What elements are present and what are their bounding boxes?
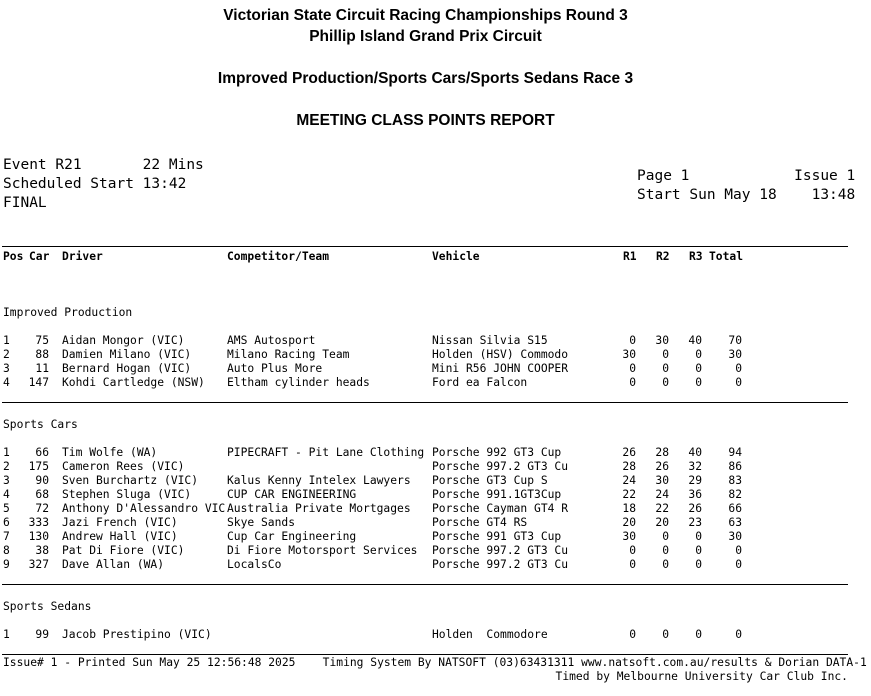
cell-total: 83 (728, 474, 742, 487)
table-row (0, 348, 871, 362)
cell-r2: 28 (655, 446, 669, 459)
event-info-line2: Scheduled Start 13:42 (3, 176, 187, 192)
cell-r2: 0 (662, 558, 669, 571)
table-row (0, 474, 871, 488)
footer-rule (2, 654, 848, 655)
cell-r2: 0 (662, 544, 669, 557)
cell-car: 130 (28, 530, 49, 543)
cell-r1: 30 (622, 348, 636, 361)
cell-team: Kalus Kenny Intelex Lawyers (227, 474, 411, 487)
cell-r3: 0 (695, 348, 702, 361)
cell-driver: Damien Milano (VIC) (62, 348, 192, 361)
cell-total: 30 (728, 530, 742, 543)
col-r1: R1 (623, 250, 637, 263)
cell-r2: 24 (655, 488, 669, 501)
cell-car: 175 (28, 460, 49, 473)
cell-team: Auto Plus More (227, 362, 323, 375)
cell-pos: 6 (3, 516, 10, 529)
report-title-line1: Victorian State Circuit Racing Championships Round 3 (223, 7, 628, 24)
cell-driver: Pat Di Fiore (VIC) (62, 544, 185, 557)
table-row (0, 502, 871, 516)
cell-vehicle: Porsche 992 GT3 Cup (432, 446, 562, 459)
table-row (0, 446, 871, 460)
cell-team: PIPECRAFT - Pit Lane Clothing (227, 446, 425, 459)
cell-car: 147 (28, 376, 49, 389)
cell-team: CUP CAR ENGINEERING (227, 488, 357, 501)
col-r3: R3 (689, 250, 703, 263)
cell-vehicle: Mini R56 JOHN COOPER (432, 362, 569, 375)
column-header-row (0, 250, 871, 264)
cell-driver: Dave Allan (WA) (62, 558, 165, 571)
footer-timed-by: Timed by Melbourne University Car Club Inc. (555, 670, 848, 683)
cell-driver: Andrew Hall (VIC) (62, 530, 178, 543)
cell-r1: 0 (629, 376, 636, 389)
cell-pos: 9 (3, 558, 10, 571)
col-car: Car (29, 250, 50, 263)
cell-vehicle: Porsche 997.2 GT3 Cu (432, 544, 569, 557)
class-heading-sports-cars: Sports Cars (3, 418, 78, 431)
cell-r1: 18 (622, 502, 636, 515)
cell-car: 11 (35, 362, 49, 375)
cell-total: 63 (728, 516, 742, 529)
table-row (0, 516, 871, 530)
cell-r2: 30 (655, 334, 669, 347)
cell-r1: 22 (622, 488, 636, 501)
cell-vehicle: Porsche 991.1GT3Cup (432, 488, 562, 501)
footer-print-info: Issue# 1 - Printed Sun May 25 12:56:48 2025 Timing System By NATSOFT (03)63431311 www.natsoft.com.au/results & Dorian DATA-1 (3, 656, 867, 669)
cell-driver: Anthony D'Alessandro VIC (62, 502, 226, 515)
cell-r2: 30 (655, 474, 669, 487)
cell-car: 38 (35, 544, 49, 557)
cell-car: 327 (28, 558, 49, 571)
cell-car: 90 (35, 474, 49, 487)
table-row (0, 376, 871, 390)
cell-vehicle: Porsche 991 GT3 Cup (432, 530, 562, 543)
cell-total: 0 (735, 544, 742, 557)
cell-pos: 4 (3, 488, 10, 501)
cell-r2: 0 (662, 362, 669, 375)
cell-team: Milano Racing Team (227, 348, 350, 361)
report-title-line2: Phillip Island Grand Prix Circuit (309, 28, 542, 45)
cell-r1: 0 (629, 558, 636, 571)
event-info-line1: Event R21 22 Mins (3, 157, 204, 173)
cell-total: 94 (728, 446, 742, 459)
cell-r1: 26 (622, 446, 636, 459)
col-r2: R2 (656, 250, 670, 263)
cell-car: 88 (35, 348, 49, 361)
cell-team: LocalsCo (227, 558, 282, 571)
cell-vehicle: Porsche 997.2 GT3 Cu (432, 558, 569, 571)
cell-car: 333 (28, 516, 49, 529)
cell-total: 0 (735, 376, 742, 389)
col-vehicle: Vehicle (432, 250, 480, 263)
cell-car: 99 (35, 628, 49, 641)
class-heading-improved-production: Improved Production (3, 306, 133, 319)
cell-driver: Aidan Mongor (VIC) (62, 334, 185, 347)
cell-r2: 22 (655, 502, 669, 515)
cell-car: 68 (35, 488, 49, 501)
cell-car: 66 (35, 446, 49, 459)
table-row (0, 334, 871, 348)
report-type-title: MEETING CLASS POINTS REPORT (296, 112, 555, 129)
cell-r3: 0 (695, 376, 702, 389)
cell-driver: Bernard Hogan (VIC) (62, 362, 192, 375)
cell-r3: 40 (688, 446, 702, 459)
cell-r1: 0 (629, 544, 636, 557)
cell-team: Cup Car Engineering (227, 530, 357, 543)
table-row (0, 544, 871, 558)
section-rule (2, 402, 848, 403)
race-title: Improved Production/Sports Cars/Sports Sedans Race 3 (217, 70, 634, 87)
col-driver: Driver (62, 250, 103, 263)
cell-r1: 30 (622, 530, 636, 543)
cell-driver: Tim Wolfe (WA) (62, 446, 158, 459)
cell-vehicle: Porsche 997.2 GT3 Cu (432, 460, 569, 473)
cell-driver: Jazi French (VIC) (62, 516, 178, 529)
col-team: Competitor/Team (227, 250, 330, 263)
col-total: Total (709, 250, 744, 263)
cell-r1: 0 (629, 362, 636, 375)
cell-vehicle: Holden Commodore (432, 628, 548, 641)
cell-car: 75 (35, 334, 49, 347)
cell-pos: 1 (3, 628, 10, 641)
cell-pos: 1 (3, 334, 10, 347)
cell-r2: 0 (662, 348, 669, 361)
cell-vehicle: Porsche GT3 Cup S (432, 474, 548, 487)
cell-total: 30 (728, 348, 742, 361)
cell-driver: Stephen Sluga (VIC) (62, 488, 192, 501)
cell-pos: 5 (3, 502, 10, 515)
cell-total: 82 (728, 488, 742, 501)
cell-total: 70 (728, 334, 742, 347)
cell-total: 0 (735, 558, 742, 571)
cell-r3: 32 (688, 460, 702, 473)
cell-r2: 26 (655, 460, 669, 473)
cell-vehicle: Porsche Cayman GT4 R (432, 502, 569, 515)
cell-r1: 20 (622, 516, 636, 529)
cell-team: Skye Sands (227, 516, 296, 529)
cell-total: 0 (735, 362, 742, 375)
cell-vehicle: Nissan Silvia S15 (432, 334, 548, 347)
cell-r3: 0 (695, 530, 702, 543)
table-row (0, 460, 871, 474)
cell-r3: 23 (688, 516, 702, 529)
cell-pos: 4 (3, 376, 10, 389)
cell-total: 86 (728, 460, 742, 473)
page-info-line1: Page 1 Issue 1 (637, 168, 856, 184)
event-info-line3: FINAL (3, 195, 47, 211)
section-rule (2, 584, 848, 585)
cell-r3: 0 (695, 544, 702, 557)
table-row (0, 558, 871, 572)
cell-pos: 8 (3, 544, 10, 557)
cell-r3: 0 (695, 628, 702, 641)
table-row (0, 628, 871, 642)
cell-pos: 2 (3, 348, 10, 361)
cell-team: AMS Autosport (227, 334, 316, 347)
cell-pos: 1 (3, 446, 10, 459)
cell-car: 72 (35, 502, 49, 515)
cell-vehicle: Ford ea Falcon (432, 376, 528, 389)
cell-r1: 0 (629, 334, 636, 347)
header-rule (2, 246, 848, 247)
cell-pos: 7 (3, 530, 10, 543)
cell-driver: Sven Burchartz (VIC) (62, 474, 199, 487)
cell-team: Di Fiore Motorsport Services (227, 544, 418, 557)
table-row (0, 488, 871, 502)
cell-r2: 0 (662, 530, 669, 543)
cell-pos: 2 (3, 460, 10, 473)
cell-r3: 36 (688, 488, 702, 501)
cell-driver: Cameron Rees (VIC) (62, 460, 185, 473)
cell-r3: 29 (688, 474, 702, 487)
cell-vehicle: Porsche GT4 RS (432, 516, 528, 529)
class-heading-sports-sedans: Sports Sedans (3, 600, 92, 613)
col-pos: Pos (3, 250, 24, 263)
cell-pos: 3 (3, 474, 10, 487)
table-row (0, 362, 871, 376)
cell-r3: 40 (688, 334, 702, 347)
cell-team: Australia Private Mortgages (227, 502, 411, 515)
cell-r3: 26 (688, 502, 702, 515)
cell-r2: 0 (662, 376, 669, 389)
cell-pos: 3 (3, 362, 10, 375)
cell-total: 0 (735, 628, 742, 641)
cell-r1: 24 (622, 474, 636, 487)
cell-r3: 0 (695, 362, 702, 375)
cell-r3: 0 (695, 558, 702, 571)
cell-r2: 0 (662, 628, 669, 641)
cell-driver: Kohdi Cartledge (NSW) (62, 376, 205, 389)
page-info-line2: Start Sun May 18 13:48 (637, 187, 856, 203)
cell-total: 66 (728, 502, 742, 515)
cell-r1: 0 (629, 628, 636, 641)
cell-vehicle: Holden (HSV) Commodo (432, 348, 569, 361)
table-row (0, 530, 871, 544)
cell-driver: Jacob Prestipino (VIC) (62, 628, 212, 641)
cell-team: Eltham cylinder heads (227, 376, 370, 389)
cell-r2: 20 (655, 516, 669, 529)
cell-r1: 28 (622, 460, 636, 473)
